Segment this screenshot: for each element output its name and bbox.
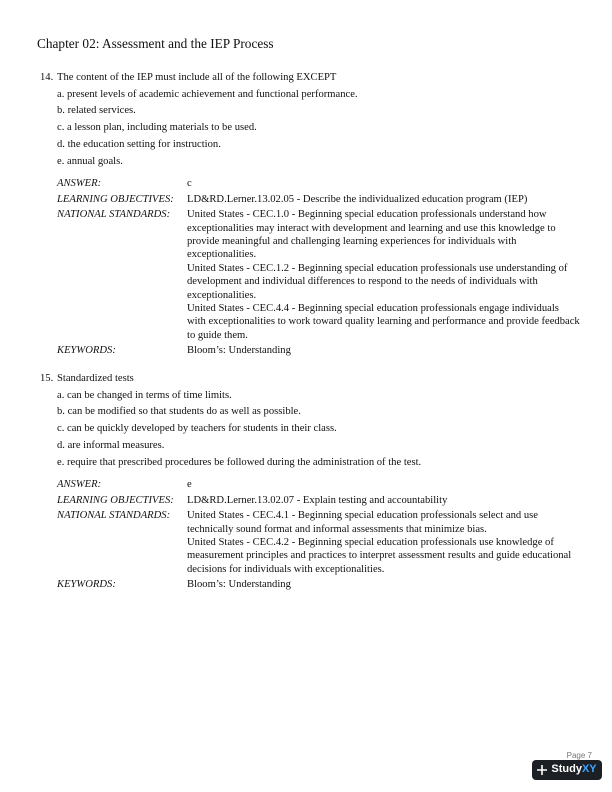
question-stem: The content of the IEP must include all of the following EXCEPT [57,72,337,83]
national-standard: United States - CEC.1.0 - Beginning special education professionals understand how exceptionalities may interact with development and learning and use this knowledge to provide meaningful and challenging learning experiences for individuals with exceptionalities. [187,209,556,261]
option-a: a. present levels of academic achievement and functional performance. [57,88,358,100]
option-c: c. a lesson plan, including materials to be used. [57,122,257,134]
national-standard: United States - CEC.4.4 - Beginning special education professionals engage individuals with exceptionalities to work toward quality learning and performance and provide feedback to guide them. [187,302,580,341]
keywords-label: KEYWORDS: [57,579,116,591]
question-stem: Standardized tests [57,373,134,384]
question-15 [40,372,580,594]
national-standard: United States - CEC.4.1 - Beginning special education professionals select and use technically sound format and informal assessments that minimize bias. [187,510,538,535]
answer-label: ANSWER: [57,177,102,189]
plus-icon [537,765,547,775]
option-e: e. annual goals. [57,155,123,167]
answer-label: ANSWER: [57,478,102,490]
option-a: a. can be changed in terms of time limits. [57,389,232,401]
option-d: d. the education setting for instruction. [57,138,221,150]
learning-objectives-value: LD&RD.Lerner.13.02.05 - Describe the individualized education program (IEP) [187,193,528,205]
studyxy-logo[interactable] [532,760,602,780]
national-standard: United States - CEC.4.2 - Beginning special education professionals use knowledge of measurement principles and practices to interpret assessment results and guide educational decisions for individuals with exceptionalities. [187,536,572,575]
question-14 [40,71,580,360]
option-d: d. are informal measures. [57,439,165,451]
keywords-value: Bloom’s: Understanding [187,345,291,357]
question-number: 14. [40,72,54,83]
question-metadata [40,177,580,358]
question-number: 15. [40,373,54,384]
learning-objectives-label: LEARNING OBJECTIVES: [57,193,174,205]
learning-objectives-label: LEARNING OBJECTIVES: [57,494,174,506]
question-metadata [40,478,580,592]
national-standards-label: NATIONAL STANDARDS: [57,510,171,522]
keywords-value: Bloom’s: Understanding [187,579,291,591]
brand-accent-text: XY [581,763,597,776]
option-b: b. can be modified so that students do as well as possible. [57,406,301,418]
answer-value: c [187,177,192,189]
answer-value: e [187,478,192,490]
page-title: Chapter 02: Assessment and the IEP Process [37,36,274,51]
national-standards-label: NATIONAL STANDARDS: [57,209,171,221]
option-c: c. can be quickly developed by teachers for students in their class. [57,423,337,435]
option-b: b. related services. [57,105,136,117]
keywords-label: KEYWORDS: [57,345,116,357]
option-e: e. require that prescribed procedures be followed during the administration of the test. [57,456,422,468]
brand-text: Study [551,763,582,776]
page-number: Page 7 [566,750,592,760]
national-standard: United States - CEC.1.2 - Beginning special education professionals use understanding of development and individual differences to respond to the needs of individuals with exceptionalities. [187,262,568,301]
learning-objectives-value: LD&RD.Lerner.13.02.07 - Explain testing and accountability [187,494,448,506]
